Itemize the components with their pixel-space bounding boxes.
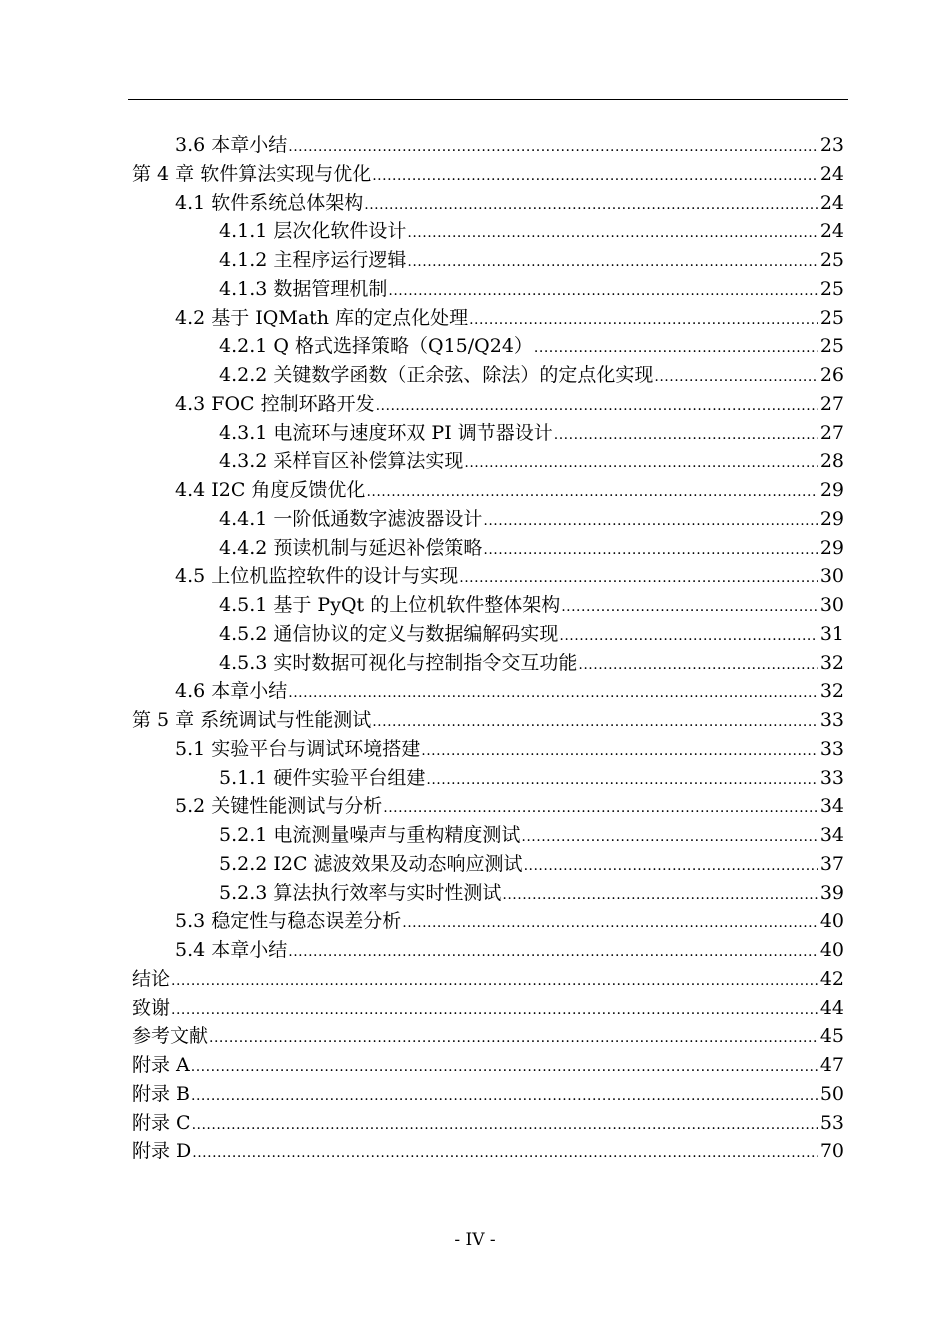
toc-entry[interactable] <box>128 476 848 505</box>
toc-entry-title: 5.4 本章小结 <box>175 939 288 961</box>
toc-dot-leader <box>469 306 818 335</box>
toc-dot-leader <box>366 478 817 507</box>
toc-dot-leader <box>534 334 818 363</box>
toc-entry[interactable] <box>128 275 848 304</box>
toc-dot-leader <box>483 507 817 536</box>
page-number: - IV - <box>454 1230 496 1250</box>
toc-entry-page: 50 <box>819 1082 844 1105</box>
toc-entry-title: 4.4.1 一阶低通数字滤波器设计 <box>219 507 483 530</box>
toc-entry-page: 24 <box>819 220 844 243</box>
toc-dot-leader <box>502 881 817 910</box>
toc-entry[interactable] <box>128 534 848 563</box>
toc-entry-page: 44 <box>819 996 844 1019</box>
toc-entry-title: 5.3 稳定性与稳态误差分析 <box>175 910 402 933</box>
toc-dot-leader <box>288 679 818 708</box>
toc-entry[interactable] <box>128 706 848 735</box>
toc-entry-page: 53 <box>819 1111 844 1134</box>
toc-entry-page: 42 <box>819 967 844 990</box>
toc-dot-leader <box>288 938 818 967</box>
toc-entry[interactable] <box>128 965 848 994</box>
toc-entry[interactable] <box>128 1022 848 1051</box>
toc-entry[interactable] <box>128 850 848 879</box>
toc-dot-leader <box>464 449 817 478</box>
toc-entry-page: 37 <box>819 852 844 875</box>
toc-dot-leader <box>171 996 818 1025</box>
toc-entry-page: 24 <box>819 162 844 185</box>
toc-entry[interactable] <box>128 936 848 965</box>
toc-entry-page: 27 <box>819 421 844 444</box>
toc-entry[interactable] <box>128 562 848 591</box>
toc-entry-page: 32 <box>819 651 844 674</box>
toc-entry[interactable] <box>128 390 848 419</box>
toc-entry-page: 23 <box>819 134 844 156</box>
toc-dot-leader <box>421 737 818 766</box>
toc-entry[interactable] <box>128 764 848 793</box>
toc-entry-page: 32 <box>819 680 844 703</box>
toc-entry-title: 5.2 关键性能测试与分析 <box>175 795 383 818</box>
toc-entry[interactable] <box>128 620 848 649</box>
toc-dot-leader <box>654 363 817 392</box>
toc-entry[interactable] <box>128 649 848 678</box>
toc-entry-page: 24 <box>819 191 844 214</box>
toc-entry-title: 4.3.1 电流环与速度环双 PI 调节器设计 <box>219 421 553 444</box>
toc-dot-leader <box>372 162 818 191</box>
toc-entry-page: 34 <box>819 795 844 818</box>
toc-dot-leader <box>288 133 818 162</box>
toc-entry-title: 参考文献 <box>132 1025 209 1048</box>
toc-entry-page: 25 <box>819 277 844 300</box>
toc-entry-page: 40 <box>819 910 844 933</box>
toc-entry-page: 39 <box>819 881 844 904</box>
toc-entry-page: 34 <box>819 824 844 846</box>
table-of-contents <box>128 131 848 1166</box>
toc-entry[interactable] <box>128 419 848 448</box>
toc-entry-title: 第 4 章 软件算法实现与优化 <box>132 162 372 185</box>
toc-entry-title: 4.2.2 关键数学函数（正余弦、除法）的定点化实现 <box>219 364 654 386</box>
toc-entry-title: 4.1.2 主程序运行逻辑 <box>219 249 407 271</box>
toc-dot-leader <box>561 593 818 622</box>
toc-dot-leader <box>383 794 818 823</box>
toc-entry-page: 70 <box>819 1140 844 1163</box>
toc-dot-leader <box>521 823 817 852</box>
toc-entry-page: 45 <box>819 1025 844 1048</box>
toc-entry-page: 29 <box>819 507 844 530</box>
toc-entry[interactable] <box>128 217 848 246</box>
toc-entry-page: 25 <box>819 335 844 358</box>
toc-entry-title: 4.5 上位机监控软件的设计与实现 <box>175 565 459 588</box>
toc-entry-page: 47 <box>819 1054 844 1076</box>
toc-entry-page: 25 <box>819 249 844 271</box>
header-rule <box>128 99 848 100</box>
toc-entry-title: 5.2.3 算法执行效率与实时性测试 <box>219 881 502 904</box>
toc-entry[interactable] <box>128 1080 848 1109</box>
toc-dot-leader <box>402 909 818 938</box>
toc-entry[interactable] <box>128 1051 848 1080</box>
toc-entry-page: 25 <box>819 306 844 329</box>
toc-entry[interactable] <box>128 131 848 160</box>
toc-entry[interactable] <box>128 591 848 620</box>
toc-dot-leader <box>376 392 818 421</box>
toc-entry-title: 4.1 软件系统总体架构 <box>175 191 364 214</box>
toc-entry-page: 29 <box>819 479 844 501</box>
toc-dot-leader <box>407 248 817 277</box>
toc-entry[interactable] <box>128 994 848 1023</box>
toc-entry-page: 33 <box>819 709 844 731</box>
toc-entry-title: 附录 C <box>132 1111 191 1134</box>
toc-entry[interactable] <box>128 246 848 275</box>
toc-entry-title: 4.5.1 基于 PyQt 的上位机软件整体架构 <box>219 594 561 616</box>
toc-entry-title: 5.1.1 硬件实验平台组建 <box>219 766 426 789</box>
toc-dot-leader <box>426 766 817 795</box>
toc-entry[interactable] <box>128 907 848 936</box>
toc-entry-title: 4.3.2 采样盲区补偿算法实现 <box>219 450 464 473</box>
toc-dot-leader <box>407 219 817 248</box>
toc-entry[interactable] <box>128 879 848 908</box>
toc-entry-title: 4.1.3 数据管理机制 <box>219 277 388 300</box>
toc-entry[interactable] <box>128 792 848 821</box>
toc-entry-title: 4.4.2 预读机制与延迟补偿策略 <box>219 536 483 559</box>
toc-entry-title: 附录 B <box>132 1082 191 1105</box>
toc-dot-leader <box>192 1111 818 1140</box>
toc-entry[interactable] <box>128 447 848 476</box>
toc-entry[interactable] <box>128 304 848 333</box>
toc-dot-leader <box>191 1082 818 1111</box>
toc-entry-title: 第 5 章 系统调试与性能测试 <box>132 709 372 731</box>
toc-entry[interactable] <box>128 735 848 764</box>
toc-dot-leader <box>559 622 817 651</box>
toc-dot-leader <box>209 1024 818 1053</box>
toc-entry[interactable] <box>128 189 848 218</box>
toc-entry-title: 4.2.1 Q 格式选择策略（Q15/Q24） <box>219 335 533 358</box>
toc-entry-page: 31 <box>819 622 844 645</box>
toc-entry[interactable] <box>128 1137 848 1166</box>
toc-entry-title: 4.6 本章小结 <box>175 680 288 703</box>
toc-entry-page: 27 <box>819 392 844 415</box>
toc-entry-page: 33 <box>819 737 844 760</box>
toc-entry-page: 28 <box>819 450 844 473</box>
toc-entry-title: 4.1.1 层次化软件设计 <box>219 220 407 243</box>
toc-entry-title: 5.2.2 I2C 滤波效果及动态响应测试 <box>219 852 523 875</box>
toc-entry-title: 结论 <box>132 967 171 990</box>
toc-entry-title: 4.2 基于 IQMath 库的定点化处理 <box>175 306 469 329</box>
toc-entry-title: 附录 A <box>132 1054 190 1076</box>
toc-entry-title: 4.3 FOC 控制环路开发 <box>175 392 375 415</box>
toc-entry-title: 附录 D <box>132 1140 192 1163</box>
toc-dot-leader <box>171 967 818 996</box>
toc-dot-leader <box>524 852 818 881</box>
toc-entry-title: 4.5.2 通信协议的定义与数据编解码实现 <box>219 622 559 645</box>
toc-entry-page: 26 <box>819 364 844 386</box>
toc-entry-page: 30 <box>819 565 844 588</box>
toc-entry[interactable] <box>128 361 848 390</box>
toc-entry-page: 33 <box>819 766 844 789</box>
toc-entry[interactable] <box>128 1109 848 1138</box>
toc-entry-page: 30 <box>819 594 844 616</box>
toc-dot-leader <box>192 1139 818 1168</box>
toc-dot-leader <box>483 536 817 565</box>
toc-dot-leader <box>459 564 818 593</box>
toc-entry-title: 3.6 本章小结 <box>175 134 288 156</box>
toc-dot-leader <box>578 651 817 680</box>
toc-entry-title: 4.5.3 实时数据可视化与控制指令交互功能 <box>219 651 578 674</box>
toc-dot-leader <box>554 421 818 450</box>
toc-entry-title: 4.4 I2C 角度反馈优化 <box>175 479 366 501</box>
toc-entry-page: 40 <box>819 939 844 961</box>
toc-entry-title: 5.2.1 电流测量噪声与重构精度测试 <box>219 824 521 846</box>
toc-entry-title: 5.1 实验平台与调试环境搭建 <box>175 737 421 760</box>
toc-entry-title: 致谢 <box>132 996 171 1019</box>
toc-dot-leader <box>388 277 817 306</box>
toc-entry[interactable] <box>128 332 848 361</box>
toc-entry[interactable] <box>128 160 848 189</box>
toc-entry[interactable] <box>128 677 848 706</box>
toc-dot-leader <box>364 191 818 220</box>
toc-entry-page: 29 <box>819 536 844 559</box>
toc-dot-leader <box>191 1053 818 1082</box>
toc-dot-leader <box>372 708 818 737</box>
toc-entry[interactable] <box>128 821 848 850</box>
toc-entry[interactable] <box>128 505 848 534</box>
